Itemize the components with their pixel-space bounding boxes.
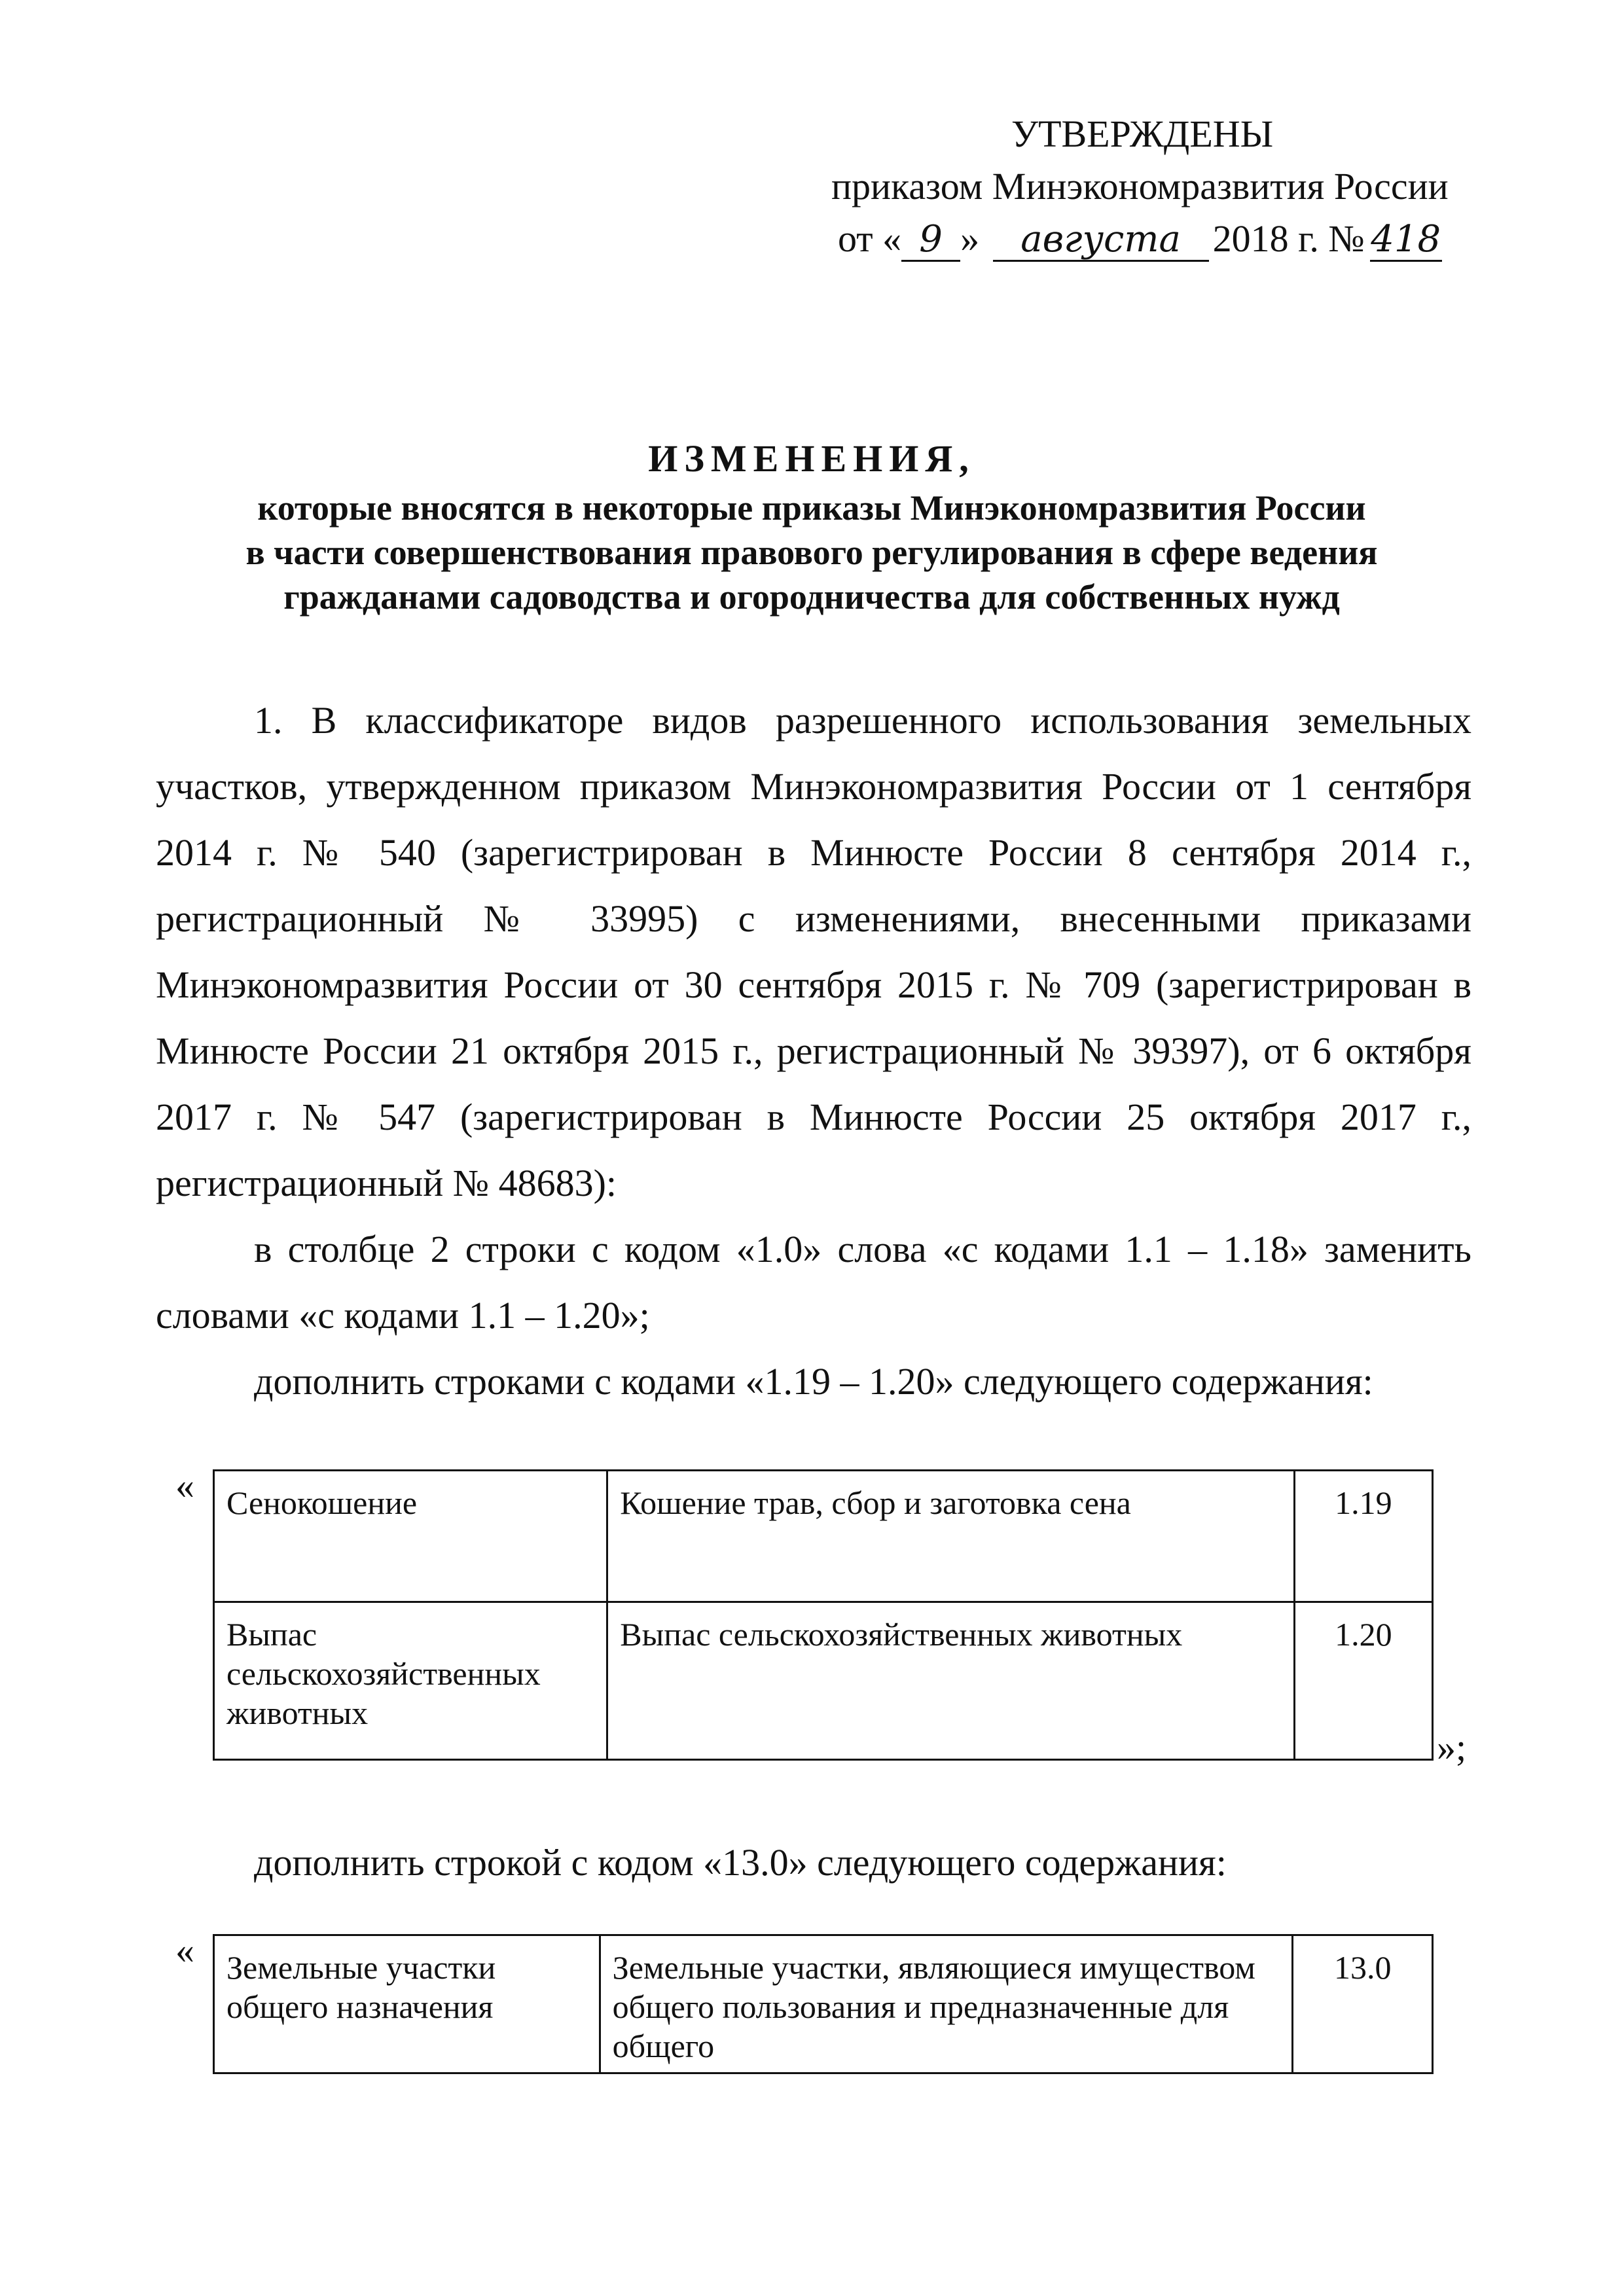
heading-title: ИЗМЕНЕНИЯ, [648, 437, 975, 480]
body-text-2 [156, 1829, 1471, 1895]
table-cell-description: Земельные участки, являющиеся имуществом общего пользования и предназначенные для общего [600, 1935, 1293, 2073]
approval-date-line [838, 213, 1442, 265]
table2-open-quote: « [175, 1929, 194, 1971]
approval-day-handwritten: 9 [901, 219, 960, 262]
table-row [214, 1471, 1433, 1602]
heading-subtitle-line-2: в части совершенствования правового регулирования в сфере ведения [245, 533, 1378, 572]
heading-subtitle-line-1: которые вносятся в некоторые приказы Минэкономразвития России [257, 488, 1366, 528]
table-cell-name: Сенокошение [214, 1471, 607, 1602]
approval-date-prefix: от « [838, 217, 902, 260]
classifier-table-1 [213, 1469, 1434, 1761]
classifier-table-2 [213, 1934, 1434, 2074]
table-cell-description: Выпас сельскохозяйственных животных [607, 1602, 1295, 1760]
approval-day-close: » [960, 217, 980, 260]
document-heading [98, 432, 1525, 619]
paragraph-1: 1. В классификаторе видов разрешенного использования земельных участков, утвержденном приказом Минэкономразвития России от 1 сентября 2014 г. № 540 (зарегистрирован в Минюсте России 8 сентября 2014 г., регистрационный № 33995) с изменениями, внесенными приказами Минэкономразвития России от 30 сентября 2015 г. № 709 (зарегистрирован в Минюсте России 21 октября 2015 г., регистрационный № 39397), от 6 октября 2017 г. № 547 (зарегистрирован в Минюсте России 25 октября 2017 г., регистрационный № 48683): [156, 699, 1471, 1204]
table-row [214, 1935, 1433, 2073]
table1-open-quote: « [175, 1464, 194, 1507]
paragraph-2: в столбце 2 строки с кодом «1.0» слова «с кодами 1.1 – 1.18» заменить словами «с кодами 1.1 – 1.20»; [156, 1228, 1471, 1336]
approval-order-line: приказом Минэкономразвития России [831, 165, 1449, 207]
table1-close-quote: »; [1437, 1726, 1467, 1768]
table-cell-code: 1.19 [1294, 1471, 1432, 1602]
approval-title: УТВЕРЖДЕНЫ [1011, 113, 1274, 155]
body-text [156, 687, 1471, 1414]
approval-number-handwritten: 418 [1371, 218, 1441, 260]
table-row [214, 1602, 1433, 1760]
table-cell-description: Кошение трав, сбор и заготовка сена [607, 1471, 1295, 1602]
table-cell-name: Выпас сельскохозяйственных животных [214, 1602, 607, 1760]
heading-subtitle-line-3: гражданами садоводства и огородничества для собственных нужд [283, 577, 1340, 617]
paragraph-4: дополнить строкой с кодом «13.0» следующего содержания: [254, 1841, 1227, 1884]
paragraph-3: дополнить строками с кодами «1.19 – 1.20» следующего содержания: [254, 1360, 1373, 1403]
table-cell-name: Земельные участки общего назначения [214, 1935, 600, 2073]
table-cell-code: 13.0 [1293, 1935, 1433, 2073]
approval-month-handwritten: августа [993, 219, 1209, 262]
table-cell-code: 1.20 [1294, 1602, 1432, 1760]
approval-year-text: 2018 г. № [1212, 217, 1365, 260]
